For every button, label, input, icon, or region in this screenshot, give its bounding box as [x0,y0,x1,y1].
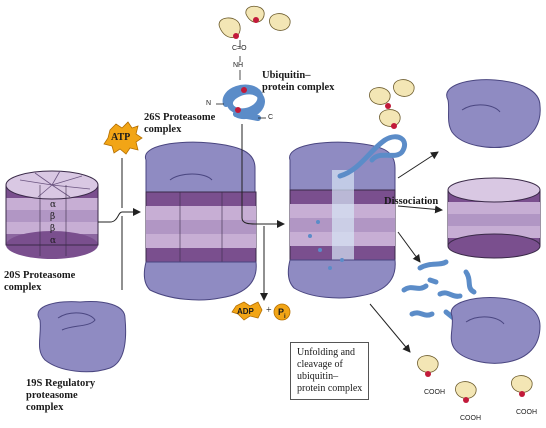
label-adp: ADP [237,307,254,316]
dissociated-19s-bottom [451,298,540,364]
19s-regulatory-complex-shape [38,302,126,372]
26s-proteasome-shape [144,142,256,300]
label-cooh-3: COOH [516,409,537,416]
subunit-beta-lower: β [50,224,56,234]
label-pi: $P_i$ [278,307,286,320]
label-n-terminus: N [206,100,212,107]
20s-proteasome-cylinder [6,171,98,259]
label-c-terminus: C [268,114,274,121]
released-ubiquitin-chain [369,80,414,129]
label-cooh-1: COOH [424,389,445,396]
dissociated-19s-top [447,80,541,148]
label-ubiquitin-protein: Ubiquitin– protein complex [262,70,335,93]
label-unfolding-box: Unfolding and cleavage of ubiquitin– protein complex [290,342,369,400]
label-cooh-2: COOH [460,415,481,422]
label-nh: NH [233,62,244,69]
label-dissociation: Dissociation [384,196,439,207]
subunit-beta-upper: β [50,212,56,222]
label-20s-proteasome: 20S Proteasome complex [4,270,76,293]
label-carbonyl: C=O [232,45,247,52]
label-plus: + [266,305,272,316]
target-protein-coil [216,87,266,118]
label-26s-proteasome: 26S Proteasome complex [144,112,216,135]
subunit-alpha-bottom: α [50,236,57,246]
processing-proteasome-shape [288,137,404,298]
dissociated-20s-cylinder [448,178,540,258]
subunit-alpha-top: α [50,200,57,210]
label-atp: ATP [111,132,131,143]
ubiquitin-chain-top [219,6,290,39]
label-19s-regulatory: 19S Regulatory proteasome complex [26,378,96,413]
